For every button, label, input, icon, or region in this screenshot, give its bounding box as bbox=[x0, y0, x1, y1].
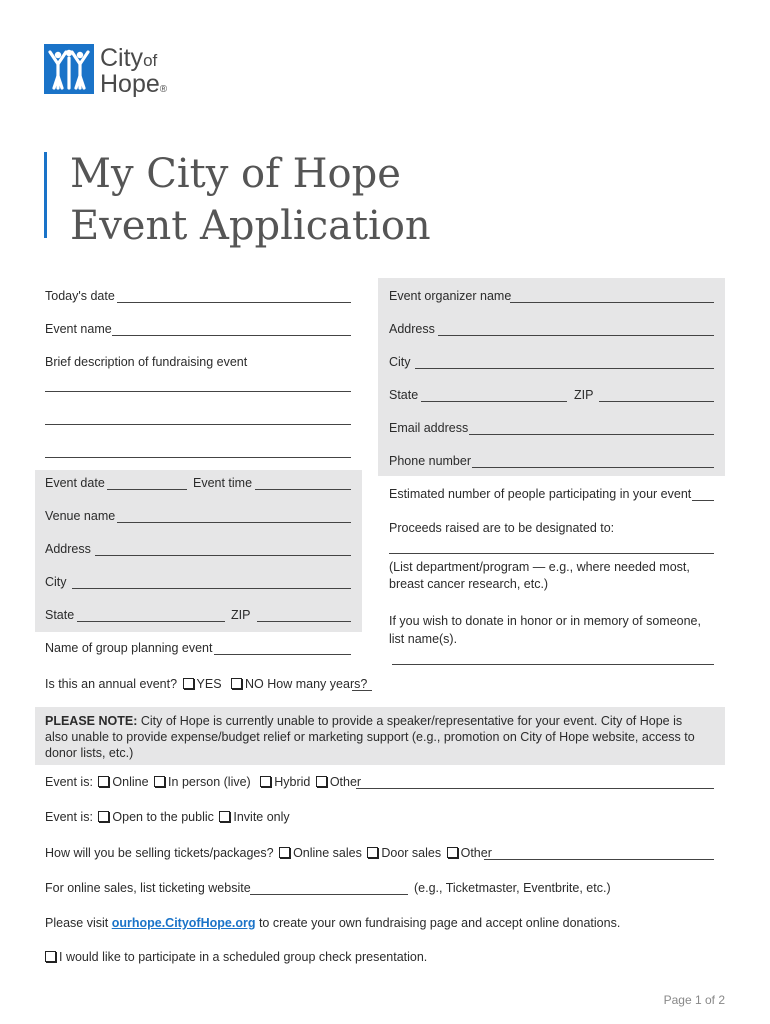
description-line-3[interactable] bbox=[45, 457, 351, 458]
email-field[interactable] bbox=[469, 434, 714, 435]
page-number: Page 1 of 2 bbox=[663, 993, 725, 1007]
event-date-field[interactable] bbox=[107, 489, 187, 490]
venue-state-label: State bbox=[45, 608, 75, 622]
how-many-years-field[interactable] bbox=[352, 690, 372, 691]
visit-pre: Please visit bbox=[45, 916, 109, 930]
ourhope-link[interactable]: ourhope.CityofHope.org bbox=[111, 916, 256, 930]
description-line-2[interactable] bbox=[45, 424, 351, 425]
city-of-hope-logo bbox=[44, 44, 194, 104]
page-title: My City of Hope Event Application bbox=[70, 151, 431, 249]
venue-address-label: Address bbox=[45, 542, 91, 556]
other-sales-label: Other bbox=[460, 846, 492, 860]
organizer-state-label: State bbox=[389, 388, 419, 402]
organizer-address-field[interactable] bbox=[438, 335, 714, 336]
event-name-field[interactable] bbox=[112, 335, 351, 336]
other-sales-checkbox[interactable] bbox=[447, 847, 458, 858]
hybrid-label: Hybrid bbox=[274, 775, 311, 789]
please-note bbox=[45, 713, 705, 761]
right-panel-background bbox=[378, 278, 725, 476]
organizer-city-label: City bbox=[389, 355, 411, 369]
organizer-zip-field[interactable] bbox=[599, 401, 714, 402]
organizer-name-label: Event organizer name bbox=[389, 289, 512, 303]
online-checkbox[interactable] bbox=[98, 776, 109, 787]
brief-description-label: Brief description of fundraising event bbox=[45, 355, 248, 369]
organizer-zip-label: ZIP bbox=[574, 388, 594, 402]
proceeds-label: Proceeds raised are to be designated to: bbox=[389, 521, 615, 535]
venue-city-field[interactable] bbox=[72, 588, 351, 589]
tickets-question: How will you be selling tickets/packages? bbox=[45, 846, 274, 860]
venue-zip-label: ZIP bbox=[231, 608, 251, 622]
yes-checkbox[interactable] bbox=[183, 678, 194, 689]
event-access-row bbox=[45, 810, 290, 824]
group-planning-field[interactable] bbox=[214, 654, 351, 655]
todays-date-field[interactable] bbox=[117, 302, 351, 303]
in-person-checkbox[interactable] bbox=[154, 776, 165, 787]
other-format-checkbox[interactable] bbox=[316, 776, 327, 787]
annual-question: Is this an annual event? bbox=[45, 677, 178, 691]
visit-post: to create your own fundraising page and accept online donations. bbox=[258, 916, 621, 930]
estimated-participants-label: Estimated number of people participating in your event bbox=[389, 487, 692, 501]
estimated-participants-field[interactable] bbox=[692, 500, 714, 501]
venue-name-field[interactable] bbox=[117, 522, 351, 523]
venue-city-label: City bbox=[45, 575, 67, 589]
tickets-row bbox=[45, 846, 492, 860]
how-many-years-label: How many years? bbox=[267, 677, 368, 691]
honor-label: If you wish to donate in honor or in memory of someone, list name(s). bbox=[389, 614, 701, 646]
venue-zip-field[interactable] bbox=[257, 621, 351, 622]
venue-state-field[interactable] bbox=[77, 621, 225, 622]
other-sales-field[interactable] bbox=[484, 859, 714, 860]
venue-name-label: Venue name bbox=[45, 509, 116, 523]
phone-label: Phone number bbox=[389, 454, 472, 468]
logo-text-hope: Hope® bbox=[100, 70, 168, 98]
door-sales-label: Door sales bbox=[381, 846, 442, 860]
no-label: NO bbox=[245, 677, 264, 691]
public-label: Open to the public bbox=[112, 810, 214, 824]
organizer-state-field[interactable] bbox=[421, 401, 567, 402]
organizer-name-field[interactable] bbox=[510, 302, 714, 303]
online-label: Online bbox=[112, 775, 149, 789]
title-accent-bar bbox=[44, 152, 47, 238]
online-sales-label: Online sales bbox=[293, 846, 362, 860]
event-time-label: Event time bbox=[193, 476, 253, 490]
family-figures-icon bbox=[44, 44, 94, 94]
other-format-field[interactable] bbox=[356, 788, 714, 789]
visit-row bbox=[45, 916, 620, 930]
hybrid-checkbox[interactable] bbox=[260, 776, 271, 787]
check-presentation-checkbox[interactable] bbox=[45, 951, 56, 962]
door-sales-checkbox[interactable] bbox=[367, 847, 378, 858]
invite-label: Invite only bbox=[233, 810, 290, 824]
event-access-label: Event is: bbox=[45, 810, 93, 824]
invite-checkbox[interactable] bbox=[219, 811, 230, 822]
public-checkbox[interactable] bbox=[98, 811, 109, 822]
event-format-label: Event is: bbox=[45, 775, 93, 789]
description-line-1[interactable] bbox=[45, 391, 351, 392]
event-date-label: Event date bbox=[45, 476, 105, 490]
check-presentation-row bbox=[43, 950, 427, 964]
logo-text-city: Cityof bbox=[100, 44, 158, 72]
honor-field[interactable] bbox=[392, 664, 714, 665]
annual-event-row bbox=[45, 677, 367, 691]
check-presentation-label: I would like to participate in a scheduled group check presentation. bbox=[59, 950, 428, 964]
in-person-label: In person (live) bbox=[168, 775, 251, 789]
proceeds-hint: (List department/program — e.g., where needed most, breast cancer research, etc.) bbox=[389, 560, 690, 591]
event-name-label: Event name bbox=[45, 322, 112, 336]
no-checkbox[interactable] bbox=[231, 678, 242, 689]
event-time-field[interactable] bbox=[255, 489, 351, 490]
phone-field[interactable] bbox=[472, 467, 714, 468]
other-format-label: Other bbox=[329, 775, 362, 789]
online-sales-checkbox[interactable] bbox=[279, 847, 290, 858]
note-label: PLEASE NOTE: bbox=[45, 714, 138, 728]
event-format-row bbox=[45, 775, 361, 789]
ticketing-website-field[interactable] bbox=[250, 894, 408, 895]
yes-label: YES bbox=[196, 677, 222, 691]
proceeds-field[interactable] bbox=[389, 553, 714, 554]
group-planning-label: Name of group planning event bbox=[45, 641, 213, 655]
email-label: Email address bbox=[389, 421, 469, 435]
ticketing-website-label: For online sales, list ticketing website bbox=[45, 881, 251, 895]
ticketing-hint: (e.g., Ticketmaster, Eventbrite, etc.) bbox=[414, 881, 611, 895]
organizer-address-label: Address bbox=[389, 322, 435, 336]
venue-address-field[interactable] bbox=[95, 555, 351, 556]
organizer-city-field[interactable] bbox=[415, 368, 714, 369]
note-text: City of Hope is currently unable to provide a speaker/representative for your event. City of Hope is also unable to provide expense/budget relief or marketing support (e.g., promotion on City of Hope website, access to donor lists, etc.) bbox=[45, 714, 695, 760]
todays-date-label: Today's date bbox=[45, 289, 115, 303]
